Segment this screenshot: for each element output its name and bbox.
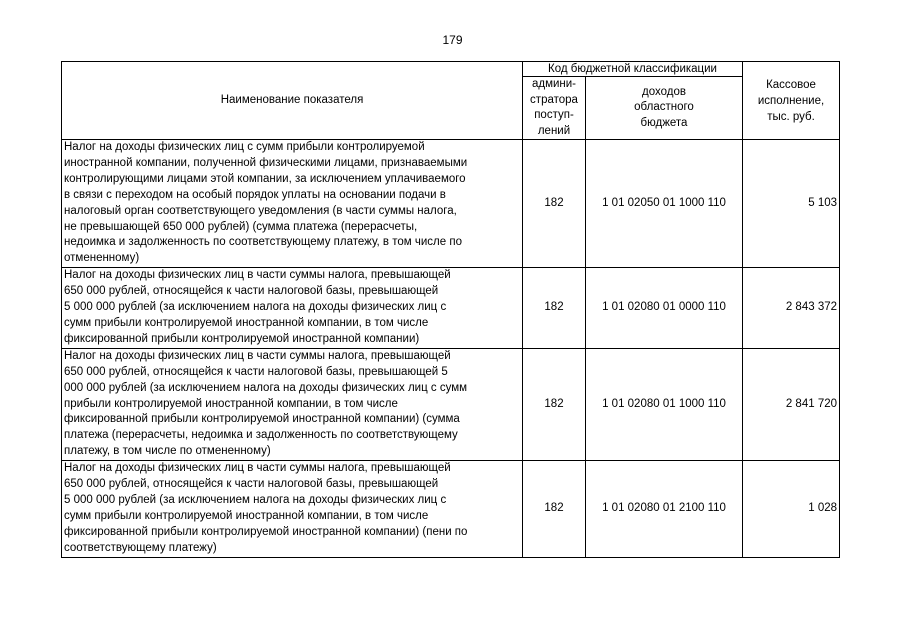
row-execution: 2 841 720 bbox=[743, 348, 840, 460]
page-number: 179 bbox=[442, 33, 463, 47]
row-execution: 2 843 372 bbox=[743, 268, 840, 349]
header-admin: админи- стратора поступ- лений bbox=[523, 77, 586, 140]
budget-table bbox=[61, 61, 840, 558]
row-name: Налог на доходы физических лиц с сумм прибыли контролируемой иностранной компании, полученной физическими лицами, признаваемыми контролирующими лицами этой компании, за исключением уплачиваемого в связи с переходом на особый порядок уплаты на основании подачи в налоговый орган соответствующего уведомления (в части суммы налога, не превышающей 650 000 рублей) (сумма платежа (перерасчеты, недоимка и задолженность по соответствующему платежу, в том числе по отмененному) bbox=[62, 140, 523, 268]
table-row bbox=[62, 461, 840, 557]
row-admin-code: 182 bbox=[523, 140, 586, 268]
row-admin-code: 182 bbox=[523, 348, 586, 460]
row-name: Налог на доходы физических лиц в части суммы налога, превышающей 650 000 рублей, относящейся к части налоговой базы, превышающей 5 000 000 рублей (за исключением налога на доходы физических лиц с сумм прибыли контролируемой иностранной компании, в том числе фиксированной прибыли контролируемой иностранной компании) bbox=[62, 268, 523, 349]
row-income-code: 1 01 02050 01 1000 110 bbox=[586, 140, 743, 268]
header-name: Наименование показателя bbox=[62, 62, 523, 140]
table-row bbox=[62, 348, 840, 460]
table-row bbox=[62, 140, 840, 268]
row-admin-code: 182 bbox=[523, 268, 586, 349]
row-admin-code: 182 bbox=[523, 461, 586, 557]
header-execution: Кассовое исполнение, тыс. руб. bbox=[743, 62, 840, 140]
header-income: доходов областного бюджета bbox=[586, 77, 743, 140]
row-execution: 5 103 bbox=[743, 140, 840, 268]
header-code-group: Код бюджетной классификации bbox=[523, 62, 743, 77]
row-name: Налог на доходы физических лиц в части суммы налога, превышающей 650 000 рублей, относящейся к части налоговой базы, превышающей 5 000 000 рублей (за исключением налога на доходы физических лиц с сумм прибыли контролируемой иностранной компании, в том числе фиксированной прибыли контролируемой иностранной компании) (сумма платежа (перерасчеты, недоимка и задолженность по соответствующему платежу, в том числе по отмененному) bbox=[62, 348, 523, 460]
row-income-code: 1 01 02080 01 1000 110 bbox=[586, 348, 743, 460]
row-income-code: 1 01 02080 01 2100 110 bbox=[586, 461, 743, 557]
row-income-code: 1 01 02080 01 0000 110 bbox=[586, 268, 743, 349]
table-header bbox=[62, 62, 840, 140]
row-name: Налог на доходы физических лиц в части суммы налога, превышающей 650 000 рублей, относящейся к части налоговой базы, превышающей 5 000 000 рублей (за исключением налога на доходы физических лиц с сумм прибыли контролируемой иностранной компании, в том числе фиксированной прибыли контролируемой иностранной компании) (пени по соответствующему платежу) bbox=[62, 461, 523, 557]
row-execution: 1 028 bbox=[743, 461, 840, 557]
table-row bbox=[62, 268, 840, 349]
